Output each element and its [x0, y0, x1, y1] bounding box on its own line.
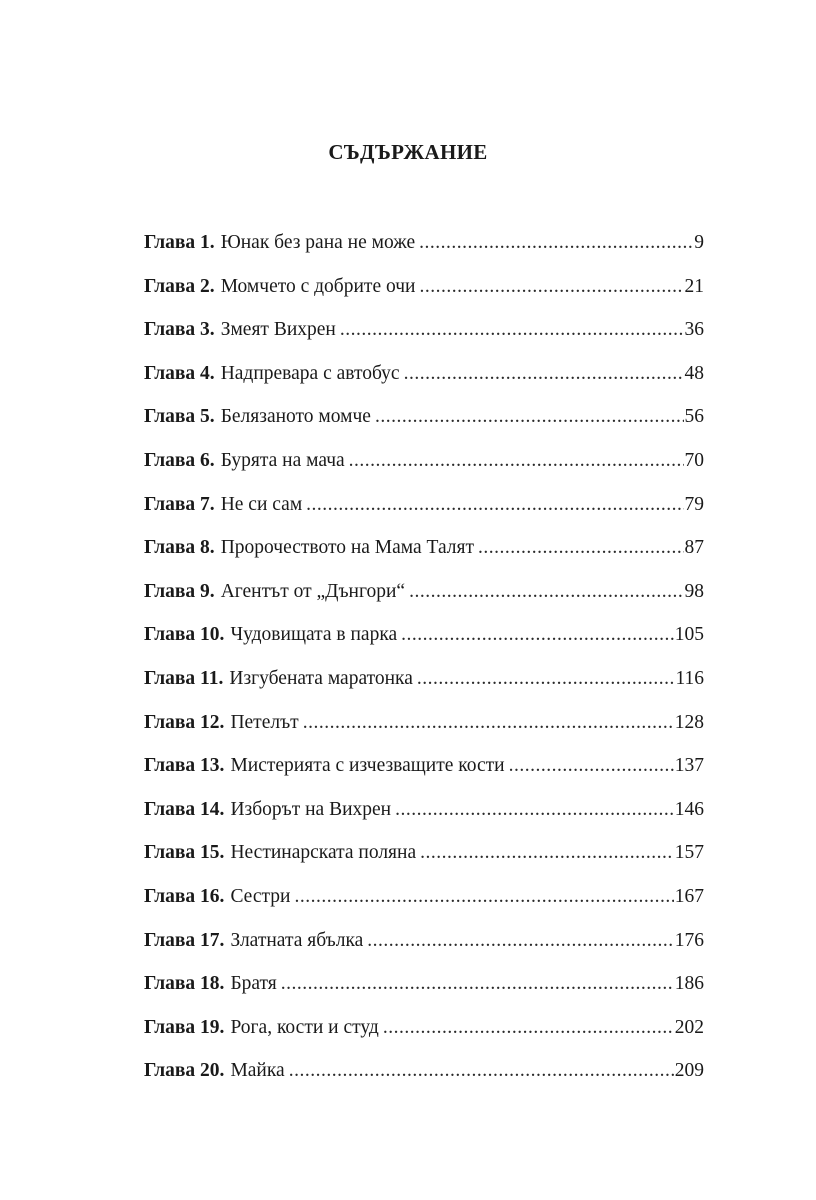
dot-leader [383, 1013, 674, 1043]
chapter-title: Майка [230, 1060, 285, 1082]
page-number: 137 [674, 755, 704, 777]
toc-heading: СЪДЪРЖАНИЕ [328, 140, 488, 164]
dot-leader [340, 315, 684, 345]
chapter-label: Глава 17. [144, 929, 225, 951]
chapter-title: Чудовищата в парка [230, 624, 398, 646]
chapter-label: Глава 16. [144, 885, 225, 907]
toc-entry-chapter-9 [144, 577, 704, 621]
toc-entry-chapter-6 [144, 446, 704, 490]
chapter-title: Не си сам [220, 493, 303, 515]
toc-entry-chapter-7 [144, 490, 704, 534]
page-number: 186 [674, 973, 704, 995]
page-number: 36 [684, 319, 704, 341]
dot-leader [303, 708, 674, 738]
chapter-title: Агентът от „Дънгори“ [220, 580, 406, 602]
page-number: 128 [674, 711, 704, 733]
page-number: 79 [684, 493, 704, 515]
chapter-title: Белязаното момче [220, 406, 371, 428]
chapter-title: Бурята на мача [220, 449, 345, 471]
chapter-title: Нестинарската поляна [230, 842, 417, 864]
chapter-label: Глава 20. [144, 1060, 225, 1082]
dot-leader [419, 228, 693, 258]
dot-leader [420, 838, 674, 868]
chapter-title: Змеят Вихрен [220, 319, 336, 341]
chapter-label: Глава 11. [144, 667, 224, 689]
toc-entry-chapter-18 [144, 969, 704, 1013]
toc-entry-chapter-8 [144, 533, 704, 577]
chapter-title: Момчето с добрите очи [220, 275, 416, 297]
page-number: 116 [675, 667, 704, 689]
toc-entry-chapter-11 [144, 664, 704, 708]
chapter-label: Глава 18. [144, 973, 225, 995]
chapter-label: Глава 15. [144, 842, 225, 864]
page-number: 70 [684, 449, 704, 471]
dot-leader [478, 533, 683, 563]
chapter-label: Глава 14. [144, 798, 225, 820]
chapter-label: Глава 1. [144, 232, 215, 253]
dot-leader [509, 751, 674, 781]
page-number: 105 [674, 624, 704, 646]
dot-leader [281, 969, 674, 999]
chapter-title: Юнак без рана не може [220, 232, 416, 253]
chapter-label: Глава 3. [144, 319, 215, 341]
chapter-label: Глава 7. [144, 493, 215, 515]
table-of-contents [144, 228, 704, 1100]
chapter-label: Глава 4. [144, 362, 215, 384]
chapter-title: Надпревара с автобус [220, 362, 400, 384]
dot-leader [409, 577, 683, 607]
dot-leader [401, 620, 674, 650]
chapter-title: Изгубената маратонка [229, 667, 413, 689]
page-number: 202 [674, 1016, 704, 1038]
page-number: 209 [674, 1060, 704, 1082]
page-number: 48 [684, 362, 704, 384]
dot-leader [395, 795, 674, 825]
page-number: 167 [674, 885, 704, 907]
chapter-title: Мистерията с изчезващите кости [230, 755, 505, 777]
page-number: 87 [684, 537, 704, 559]
toc-entry-chapter-15 [144, 838, 704, 882]
toc-entry-chapter-19 [144, 1013, 704, 1057]
toc-entry-chapter-1 [144, 228, 704, 272]
chapter-label: Глава 12. [144, 711, 225, 733]
toc-entry-chapter-14 [144, 795, 704, 839]
chapter-title: Петелът [230, 711, 299, 733]
toc-entry-chapter-10 [144, 620, 704, 664]
dot-leader [349, 446, 684, 476]
page-number: 56 [684, 406, 704, 428]
dot-leader [417, 664, 675, 694]
chapter-label: Глава 2. [144, 275, 215, 297]
dot-leader [367, 926, 673, 956]
chapter-title: Рога, кости и студ [230, 1016, 379, 1038]
chapter-label: Глава 5. [144, 406, 215, 428]
chapter-label: Глава 10. [144, 624, 225, 646]
page-number: 21 [684, 275, 704, 297]
toc-entry-chapter-16 [144, 882, 704, 926]
toc-entry-chapter-12 [144, 708, 704, 752]
chapter-label: Глава 6. [144, 449, 215, 471]
chapter-title: Изборът на Вихрен [230, 798, 392, 820]
chapter-title: Братя [230, 973, 277, 995]
page-number: 98 [684, 580, 704, 602]
toc-entry-chapter-5 [144, 402, 704, 446]
chapter-label: Глава 9. [144, 580, 215, 602]
toc-entry-chapter-20 [144, 1056, 704, 1100]
dot-leader [306, 490, 683, 520]
toc-entry-chapter-4 [144, 359, 704, 403]
page-number: 157 [674, 842, 704, 864]
page-number: 176 [674, 929, 704, 951]
page-number: 146 [674, 798, 704, 820]
dot-leader [289, 1056, 674, 1086]
dot-leader [419, 272, 683, 302]
dot-leader [294, 882, 673, 912]
chapter-title: Сестри [230, 885, 291, 907]
toc-entry-chapter-2 [144, 272, 704, 316]
chapter-label: Глава 8. [144, 537, 215, 559]
toc-entry-chapter-17 [144, 926, 704, 970]
chapter-label: Глава 19. [144, 1016, 225, 1038]
chapter-title: Пророчеството на Мама Талят [220, 537, 475, 559]
page-number: 9 [694, 232, 704, 253]
dot-leader [375, 402, 684, 432]
chapter-label: Глава 13. [144, 755, 225, 777]
dot-leader [404, 359, 684, 389]
chapter-title: Златната ябълка [230, 929, 364, 951]
toc-entry-chapter-3 [144, 315, 704, 359]
toc-entry-chapter-13 [144, 751, 704, 795]
